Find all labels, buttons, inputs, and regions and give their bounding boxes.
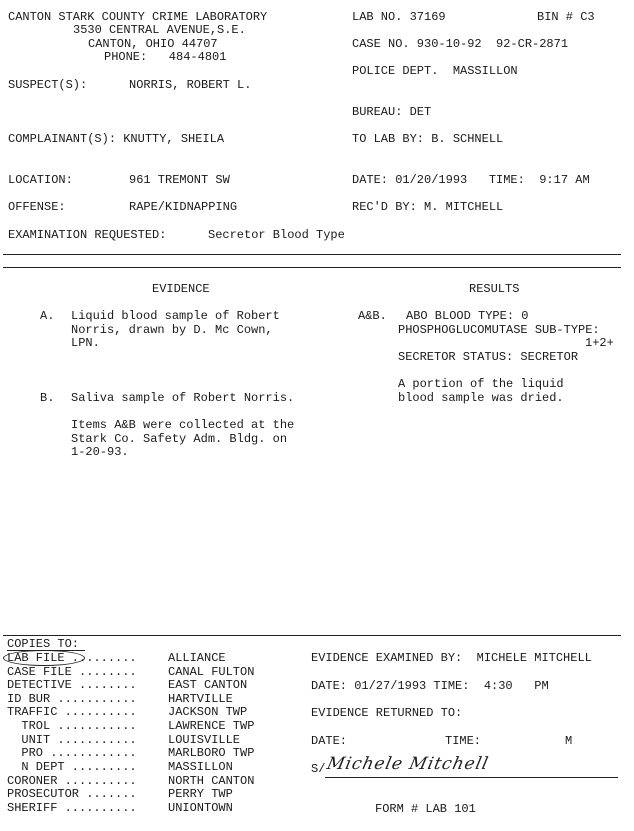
bin-number: BIN # C3 bbox=[537, 10, 595, 24]
copy-place: HARTVILLE bbox=[168, 692, 233, 706]
divider-top-2 bbox=[3, 267, 621, 268]
copy-place: LOUISVILLE bbox=[168, 733, 241, 747]
evidence-note-line1: Items A&B were collected at the bbox=[71, 418, 295, 432]
pgm-subtype-value: 1+2+ bbox=[585, 336, 614, 350]
copy-row-label: CASE FILE ........ bbox=[7, 665, 137, 679]
evidence-a-line2: Norris, drawn by D. Mc Cown, bbox=[71, 323, 273, 337]
received-date-time: DATE: 01/20/1993 TIME: 9:17 AM bbox=[352, 173, 590, 187]
lab-phone: PHONE: 484-4801 bbox=[104, 50, 227, 64]
to-lab-by: TO LAB BY: B. SCHNELL bbox=[352, 132, 504, 146]
copy-place: EAST CANTON bbox=[168, 678, 248, 692]
lab-address-line1: 3530 CENTRAL AVENUE,S.E. bbox=[73, 23, 246, 37]
copy-row-label: ID BUR ........... bbox=[7, 692, 137, 706]
results-label: A&B. bbox=[358, 309, 387, 323]
evidence-a-line3: LPN. bbox=[71, 336, 100, 350]
divider-bottom bbox=[3, 635, 621, 636]
abo-blood-type: ABO BLOOD TYPE: 0 bbox=[406, 309, 529, 323]
examined-date-time: DATE: 01/27/1993 TIME: 4:30 PM bbox=[311, 679, 549, 693]
location-label: LOCATION: bbox=[8, 173, 73, 187]
lab-number: LAB NO. 37169 bbox=[352, 10, 446, 24]
returned-time-label: TIME: bbox=[445, 734, 482, 748]
exam-requested-label: EXAMINATION REQUESTED: bbox=[8, 228, 167, 242]
copy-row-label: CORONER .......... bbox=[7, 774, 137, 788]
evidence-heading: EVIDENCE bbox=[152, 282, 210, 296]
suspect-label: SUSPECT(S): bbox=[8, 78, 88, 92]
received-by: REC'D BY: M. MITCHELL bbox=[352, 200, 504, 214]
copy-row-label: TRAFFIC .......... bbox=[7, 705, 137, 719]
copies-title: COPIES TO: bbox=[7, 637, 80, 651]
copy-place: MARLBORO TWP bbox=[168, 746, 255, 760]
offense-label: OFFENSE: bbox=[8, 200, 66, 214]
signature-prefix: S/ bbox=[311, 762, 326, 776]
evidence-b-line1: Saliva sample of Robert Norris. bbox=[71, 391, 295, 405]
copy-row-label: N DEPT ......... bbox=[7, 760, 137, 774]
case-number: CASE NO. 930-10-92 92-CR-2871 bbox=[352, 37, 569, 51]
copy-place: UNIONTOWN bbox=[168, 801, 233, 815]
examiner-signature: Michele Mitchell bbox=[325, 754, 491, 774]
police-dept: POLICE DEPT. MASSILLON bbox=[352, 64, 518, 78]
form-number: FORM # LAB 101 bbox=[375, 802, 476, 816]
copy-place: CANAL FULTON bbox=[168, 665, 255, 679]
portion-note-line2: blood sample was dried. bbox=[398, 391, 564, 405]
copy-row-label: DETECTIVE ........ bbox=[7, 678, 137, 692]
copy-row-label: PRO ............ bbox=[7, 746, 137, 760]
suspect-value: NORRIS, ROBERT L. bbox=[129, 78, 252, 92]
copy-place: MASSILLON bbox=[168, 760, 233, 774]
evidence-b-letter: B. bbox=[40, 391, 55, 405]
evidence-examined-by: EVIDENCE EXAMINED BY: MICHELE MITCHELL bbox=[311, 651, 592, 665]
signature-line bbox=[325, 777, 618, 778]
results-heading: RESULTS bbox=[469, 282, 520, 296]
evidence-note-line2: Stark Co. Safety Adm. Bldg. on bbox=[71, 432, 288, 446]
evidence-a-line1: Liquid blood sample of Robert bbox=[71, 309, 280, 323]
evidence-note-line3: 1-20-93. bbox=[71, 445, 129, 459]
lab-name: CANTON STARK COUNTY CRIME LABORATORY bbox=[8, 10, 268, 24]
returned-am-pm: M bbox=[565, 734, 573, 748]
exam-requested-value: Secretor Blood Type bbox=[208, 228, 345, 242]
offense-value: RAPE/KIDNAPPING bbox=[129, 200, 238, 214]
copy-row-label: PROSECUTOR ....... bbox=[7, 787, 137, 801]
evidence-returned-to: EVIDENCE RETURNED TO: bbox=[311, 706, 463, 720]
lab-address-line2: CANTON, OHIO 44707 bbox=[88, 37, 218, 51]
copy-place: LAWRENCE TWP bbox=[168, 719, 255, 733]
complainant: COMPLAINANT(S): KNUTTY, SHEILA bbox=[8, 132, 225, 146]
copy-row-label: LAB FILE ......... bbox=[7, 651, 137, 665]
copy-row-label: SHERIFF .......... bbox=[7, 801, 137, 815]
evidence-a-letter: A. bbox=[40, 309, 55, 323]
pgm-subtype-label: PHOSPHOGLUCOMUTASE SUB-TYPE: bbox=[398, 323, 600, 337]
divider-top-1 bbox=[3, 254, 621, 255]
portion-note-line1: A portion of the liquid bbox=[398, 377, 564, 391]
returned-date-label: DATE: bbox=[311, 734, 348, 748]
secretor-status: SECRETOR STATUS: SECRETOR bbox=[398, 350, 579, 364]
copy-row-label: UNIT ........... bbox=[7, 733, 137, 747]
copy-place: ALLIANCE bbox=[168, 651, 226, 665]
copy-place: NORTH CANTON bbox=[168, 774, 255, 788]
copy-row-label: TROL ........... bbox=[7, 719, 137, 733]
bureau: BUREAU: DET bbox=[352, 105, 432, 119]
copy-place: PERRY TWP bbox=[168, 787, 233, 801]
location-value: 961 TREMONT SW bbox=[129, 173, 230, 187]
copy-place: JACKSON TWP bbox=[168, 705, 248, 719]
